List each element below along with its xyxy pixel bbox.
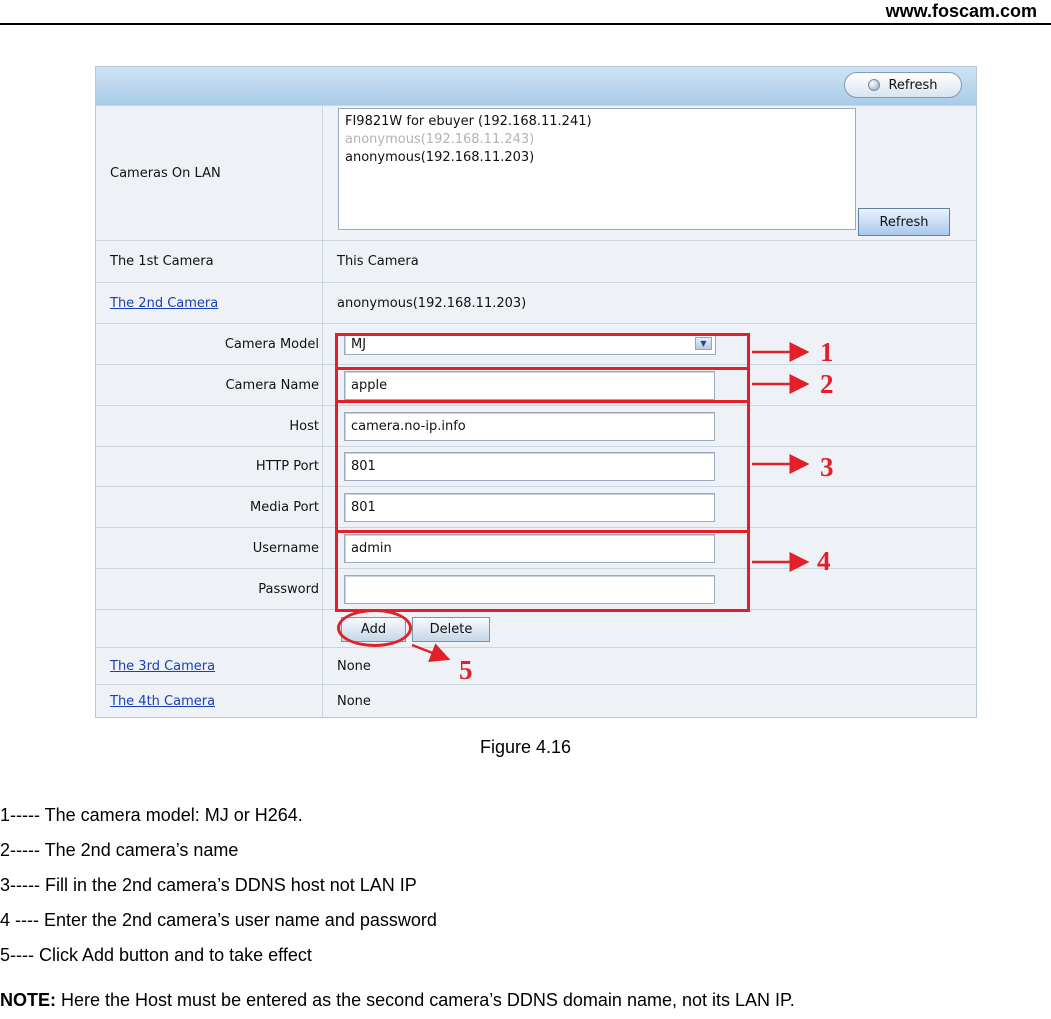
- callout-number-5: 5: [459, 655, 473, 685]
- callout-number-1: 1: [820, 337, 834, 367]
- callout-number-4: 4: [817, 546, 831, 576]
- first-camera-value: This Camera: [337, 254, 419, 269]
- camera-model-label: Camera Model: [96, 324, 323, 364]
- fourth-camera-value: None: [337, 693, 371, 709]
- camera-name-input[interactable]: apple: [344, 371, 715, 400]
- http-port-input[interactable]: 801: [344, 452, 715, 481]
- password-label: Password: [96, 569, 323, 609]
- camera-name-label: Camera Name: [96, 365, 323, 405]
- lan-refresh-button[interactable]: Refresh: [858, 208, 950, 236]
- note-text: Here the Host must be entered as the second camera’s DDNS domain name, not its LAN IP.: [56, 990, 795, 1010]
- lan-camera-item[interactable]: FI9821W for ebuyer (192.168.11.241): [345, 114, 592, 129]
- host-label: Host: [96, 406, 323, 446]
- http-port-label: HTTP Port: [96, 447, 323, 486]
- cameras-on-lan-label: Cameras On LAN: [96, 106, 323, 240]
- media-port-input[interactable]: 801: [344, 493, 715, 522]
- top-refresh-label: Refresh: [888, 77, 938, 93]
- arrow-5: [412, 645, 448, 659]
- camera-model-value: MJ: [351, 336, 367, 352]
- username-input[interactable]: admin: [344, 534, 715, 563]
- legend-item: 1----- The camera model: MJ or H264.: [0, 805, 303, 825]
- figure-caption: Figure 4.16: [479, 737, 572, 757]
- third-camera-value: None: [337, 658, 371, 674]
- legend-item: 5---- Click Add button and to take effect: [0, 945, 312, 965]
- host-input[interactable]: camera.no-ip.info: [344, 412, 715, 441]
- add-button[interactable]: Add: [341, 617, 406, 642]
- third-camera-link[interactable]: The 3rd Camera: [96, 648, 323, 684]
- site-url: www.foscam.com: [885, 1, 1037, 21]
- note-paragraph: [0, 990, 795, 1011]
- annotation-legend: [0, 798, 437, 973]
- fourth-camera-link[interactable]: The 4th Camera: [96, 685, 323, 717]
- callout-number-3: 3: [820, 452, 834, 482]
- first-camera-label: The 1st Camera: [96, 241, 323, 282]
- callout-number-2: 2: [820, 369, 834, 399]
- lan-camera-item[interactable]: anonymous(192.168.11.243): [345, 132, 535, 147]
- second-camera-value: anonymous(192.168.11.203): [337, 295, 527, 311]
- legend-item: 4 ---- Enter the 2nd camera’s user name and password: [0, 910, 437, 930]
- legend-item: 2----- The 2nd camera’s name: [0, 840, 239, 860]
- username-label: Username: [96, 528, 323, 568]
- legend-item: 3----- Fill in the 2nd camera’s DDNS host not LAN IP: [0, 875, 417, 895]
- second-camera-link[interactable]: The 2nd Camera: [96, 283, 323, 323]
- delete-button[interactable]: Delete: [412, 617, 490, 642]
- lan-camera-item[interactable]: anonymous(192.168.11.203): [345, 150, 535, 165]
- chevron-down-icon[interactable]: ▼: [695, 337, 712, 350]
- note-label: NOTE:: [0, 990, 56, 1010]
- media-port-label: Media Port: [96, 487, 323, 527]
